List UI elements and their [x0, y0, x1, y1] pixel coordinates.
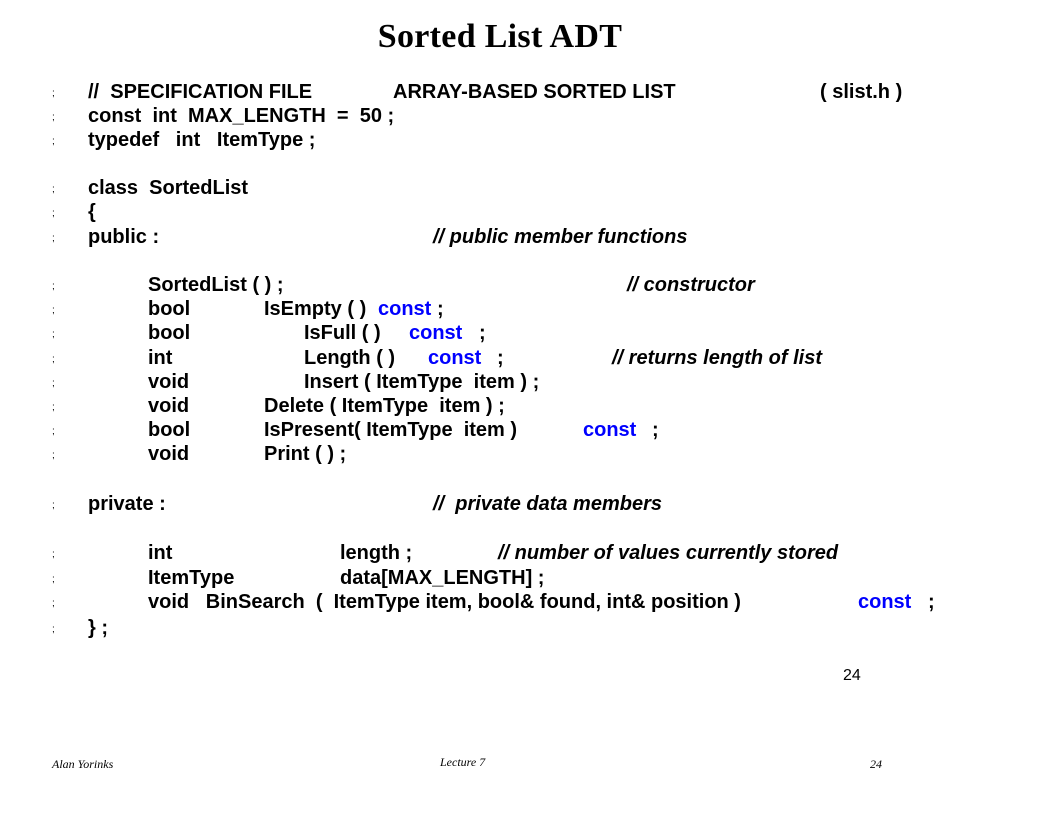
bullet: ;	[52, 88, 55, 99]
print-type: void	[148, 443, 190, 465]
insert-type: void	[148, 371, 190, 393]
len-member-type: int	[148, 542, 173, 564]
code-line-close	[0, 616, 1056, 642]
page-title: Sorted List ADT	[377, 18, 623, 55]
data-member-type: ItemType	[148, 567, 235, 589]
bullet: ;	[52, 549, 55, 560]
code-line-ctor	[0, 273, 1056, 299]
insert-sig: Insert ( ItemType item ) ;	[304, 371, 540, 393]
isempty-const: const	[378, 298, 432, 320]
bullet: ;	[52, 184, 55, 195]
bullet: ;	[52, 136, 55, 147]
delete-type: void	[148, 395, 190, 417]
bullet: ;	[52, 598, 55, 609]
bullet: ;	[52, 354, 55, 365]
isfull-type: bool	[148, 322, 191, 344]
isempty-type: bool	[148, 298, 191, 320]
spec-kind: ARRAY-BASED SORTED LIST	[393, 81, 676, 103]
bullet: ;	[52, 426, 55, 437]
footer-author: Alan Yorinks	[52, 757, 114, 771]
class-decl: class SortedList	[88, 177, 249, 199]
bullet: ;	[52, 329, 55, 340]
public-label: public :	[88, 226, 160, 248]
public-comment: // public member functions	[433, 226, 688, 248]
footer-page-number: 24	[870, 757, 882, 771]
bullet: ;	[52, 450, 55, 461]
code-line-class	[0, 176, 1056, 202]
code-line-delete	[0, 394, 1056, 420]
code-line-brace	[0, 200, 1056, 226]
delete-sig: Delete ( ItemType item ) ;	[264, 395, 505, 417]
bullet: ;	[52, 624, 55, 635]
bullet: ;	[52, 378, 55, 389]
length-end: ;	[497, 347, 504, 369]
bullet: ;	[52, 208, 55, 219]
code-line-print	[0, 442, 1056, 468]
close-brace: } ;	[88, 617, 108, 639]
code-line-public	[0, 225, 1056, 251]
code-line-isempty	[0, 297, 1056, 323]
code-line-length-member	[0, 541, 1056, 567]
data-member-name: data[MAX_LENGTH] ;	[340, 567, 545, 589]
ispresent-const: const	[583, 419, 637, 441]
len-member-comment: // number of values currently stored	[498, 542, 839, 564]
code-line-const	[0, 104, 1056, 130]
binsearch-const: const	[858, 591, 912, 613]
length-name: Length ( )	[304, 347, 396, 369]
len-member-name: length ;	[340, 542, 413, 564]
ispresent-end: ;	[652, 419, 659, 441]
isfull-end: ;	[479, 322, 486, 344]
isempty-end: ;	[437, 298, 444, 320]
spec-comment: // SPECIFICATION FILE	[88, 81, 313, 103]
footer-lecture: Lecture 7	[440, 755, 486, 769]
code-line-ispresent	[0, 418, 1056, 444]
bullet: ;	[52, 233, 55, 244]
isempty-name: IsEmpty ( )	[264, 298, 367, 320]
ctor-decl: SortedList ( ) ;	[148, 274, 284, 296]
bullet: ;	[52, 402, 55, 413]
bullet: ;	[52, 305, 55, 316]
bullet: ;	[52, 281, 55, 292]
private-label: private :	[88, 493, 166, 515]
isfull-const: const	[409, 322, 463, 344]
code-line-typedef	[0, 128, 1056, 154]
bullet: ;	[52, 574, 55, 585]
private-comment: // private data members	[433, 493, 662, 515]
spec-file: ( slist.h )	[820, 81, 903, 103]
bullet: ;	[52, 112, 55, 123]
code-line-spec	[0, 80, 1056, 106]
length-type: int	[148, 347, 173, 369]
bullet: ;	[52, 500, 55, 511]
code-line-insert	[0, 370, 1056, 396]
code-line-isfull	[0, 321, 1056, 347]
typedef-decl: typedef int ItemType ;	[88, 129, 316, 151]
open-brace: {	[88, 201, 96, 223]
code-line-binsearch	[0, 590, 1056, 616]
binsearch-sig: void BinSearch ( ItemType item, bool& found, int& position )	[148, 591, 741, 613]
code-line-length	[0, 346, 1056, 372]
slide-number: 24	[843, 667, 861, 684]
length-const: const	[428, 347, 482, 369]
ispresent-sig: IsPresent( ItemType item )	[264, 419, 518, 441]
length-comment: // returns length of list	[612, 347, 823, 369]
print-sig: Print ( ) ;	[264, 443, 347, 465]
binsearch-end: ;	[928, 591, 935, 613]
ctor-comment: // constructor	[627, 274, 755, 296]
code-line-data-member	[0, 566, 1056, 592]
isfull-name: IsFull ( )	[304, 322, 381, 344]
const-decl: const int MAX_LENGTH = 50 ;	[88, 105, 395, 127]
code-line-private	[0, 492, 1056, 518]
ispresent-type: bool	[148, 419, 191, 441]
